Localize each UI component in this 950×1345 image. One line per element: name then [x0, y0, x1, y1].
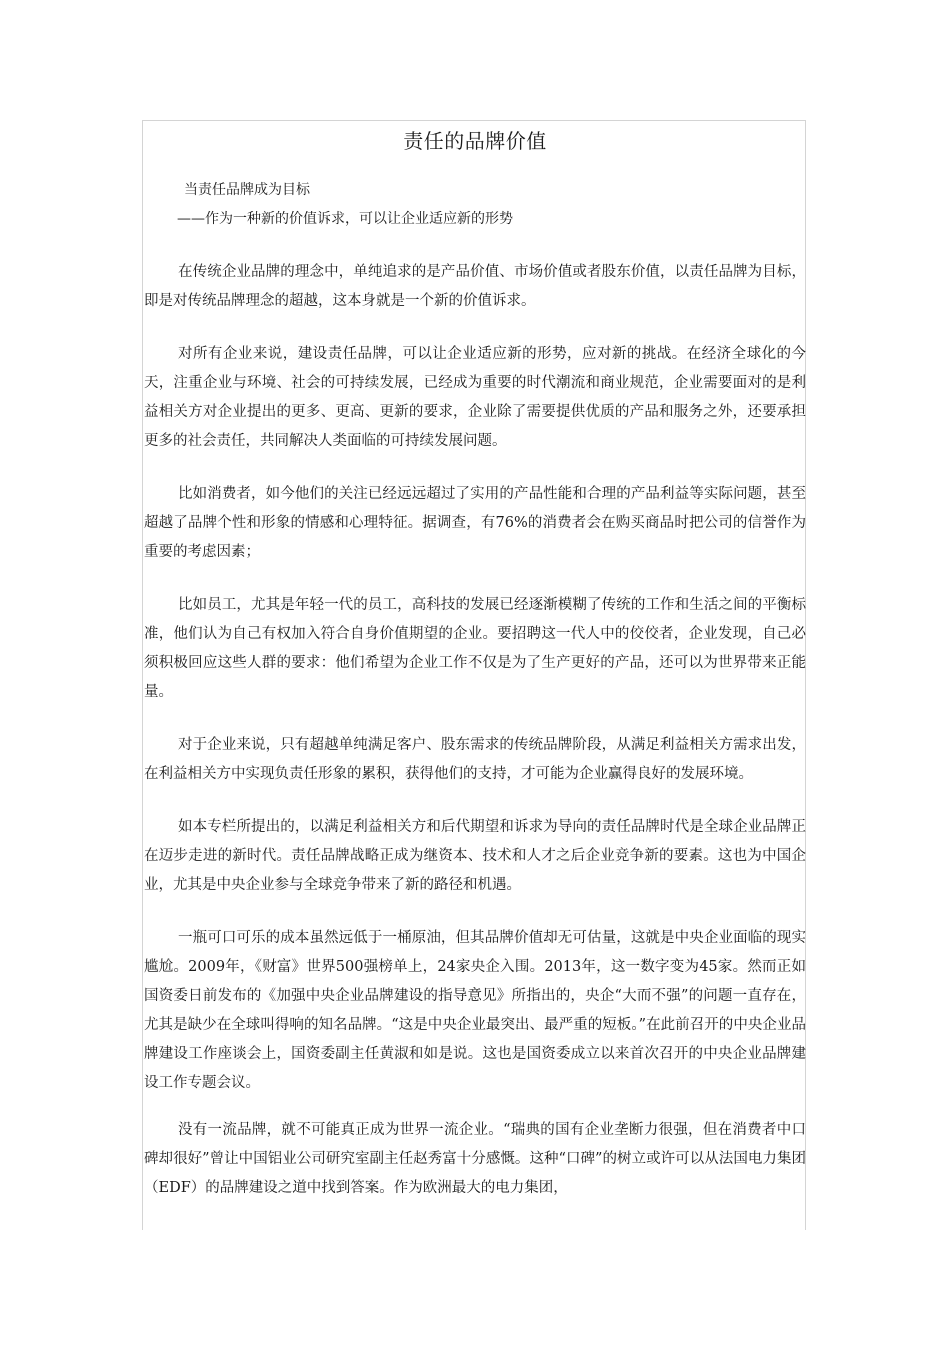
paragraph: 对于企业来说，只有超越单纯满足客户、股东需求的传统品牌阶段，从满足利益相关方需求出发，在利益相关方中实现负责任形象的累积，获得他们的支持，才可能为企业赢得良好的发展环境。 [144, 737, 806, 782]
document-title: 责任的品牌价值 [403, 129, 547, 153]
paragraph: 比如消费者，如今他们的关注已经远远超过了实用的产品性能和合理的产品利益等实际问题，甚至超越了品牌个性和形象的情感和心理特征。据调查，有76%的消费者会在购买商品时把公司的信誉作为重要的考虑因素； [144, 486, 806, 560]
paragraph: 一瓶可口可乐的成本虽然远低于一桶原油，但其品牌价值却无可估量，这就是中央企业面临的现实尴尬。2009年，《财富》世界500强榜单上，24家央企入围。2013年，这一数字变为45家。然而正如国资委日前发布的《加强中央企业品牌建设的指导意见》所指出的，央企“大而不强”的问题一直存在，尤其是缺少在全球叫得响的知名品牌。“这是中央企业最突出、最严重的短板。”在此前召开的中央企业品牌建设工作座谈会上，国资委副主任黄淑和如是说。这也是国资委成立以来首次召开的中央企业品牌建设工作专题会议。 [144, 930, 806, 1091]
paragraph: 如本专栏所提出的，以满足利益相关方和后代期望和诉求为导向的责任品牌时代是全球企业品牌正在迈步走进的新时代。责任品牌战略正成为继资本、技术和人才之后企业竞争新的要素。这也为中国企业，尤其是中央企业参与全球竞争带来了新的路径和机遇。 [144, 819, 806, 893]
document-body [144, 126, 806, 1203]
document-tagline: ——作为一种新的价值诉求，可以让企业适应新的形势 [177, 211, 513, 227]
paragraph: 对所有企业来说，建设责任品牌，可以让企业适应新的形势，应对新的挑战。在经济全球化的今天，注重企业与环境、社会的可持续发展，已经成为重要的时代潮流和商业规范，企业需要面对的是利益相关方对企业提出的更多、更高、更新的要求，企业除了需要提供优质的产品和服务之外，还要承担更多的社会责任，共同解决人类面临的可持续发展问题。 [144, 346, 806, 449]
paragraph: 在传统企业品牌的理念中，单纯追求的是产品价值、市场价值或者股东价值，以责任品牌为目标，即是对传统品牌理念的超越，这本身就是一个新的价值诉求。 [144, 264, 806, 309]
paragraph: 没有一流品牌，就不可能真正成为世界一流企业。“瑞典的国有企业垄断力很强，但在消费者中口碑却很好”曾让中国铝业公司研究室副主任赵秀富十分感慨。这种“口碑”的树立或许可以从法国电力集团（EDF）的品牌建设之道中找到答案。作为欧洲最大的电力集团， [144, 1122, 806, 1196]
document-subtitle: 当责任品牌成为目标 [184, 182, 310, 198]
paragraph: 比如员工，尤其是年轻一代的员工，高科技的发展已经逐渐模糊了传统的工作和生活之间的平衡标准，他们认为自己有权加入符合自身价值期望的企业。要招聘这一代人中的佼佼者，企业发现，自己必须积极回应这些人群的要求：他们希望为企业工作不仅是为了生产更好的产品，还可以为世界带来正能量。 [144, 597, 806, 700]
